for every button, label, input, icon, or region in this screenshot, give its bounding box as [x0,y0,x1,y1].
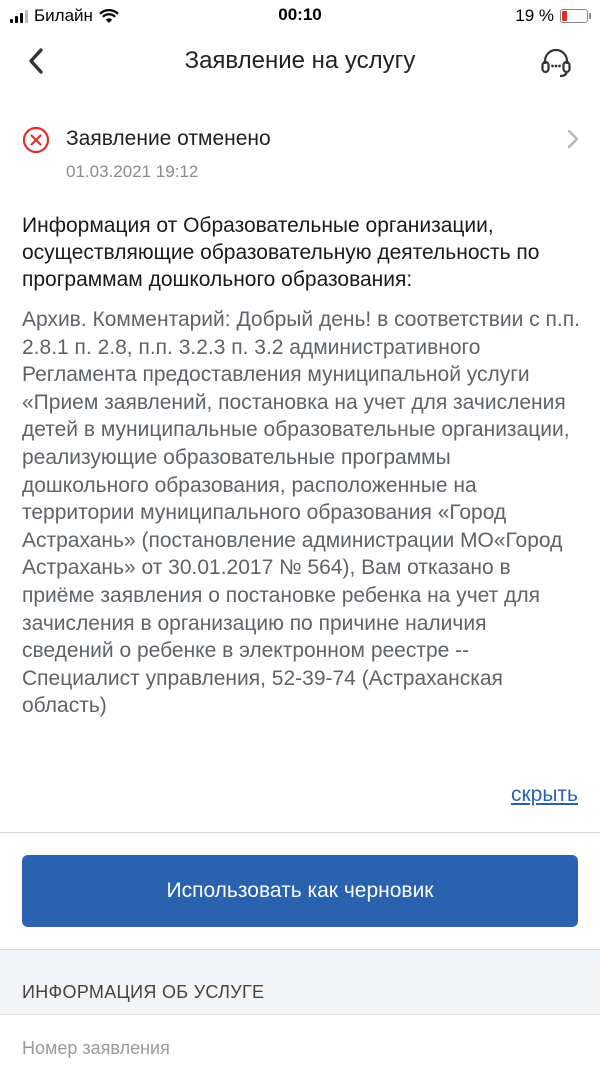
status-date: 01.03.2021 19:12 [66,162,199,181]
hide-link[interactable]: скрыть [510,783,578,806]
section-header: ИНФОРМАЦИЯ ОБ УСЛУГЕ [22,982,265,1002]
carrier-name: Билайн [34,6,93,25]
application-status-row[interactable] [0,120,600,190]
support-button[interactable] [538,44,574,80]
status-text: Заявление отменено [66,127,271,150]
status-bar [0,0,600,32]
divider [0,832,600,833]
page-title: Заявление на услугу [184,47,416,74]
headset-icon [538,44,574,80]
info-comment: Архив. Комментарий: Добрый день! в соответствии с п.п. 2.8.1 п. 2.8, п.п. 3.2.3 п. 3.2 административного Регламента предоставления муниципальной услуги «Прием заявлений, постановка на учет для зачисления детей в муниципальные образовательные организации, реализующие образовательные программы дошкольного образования, расположенные на территории муниципального образования «Город Астрахань» (постановление администрации МО«Город Астрахань» от 30.01.2017 № 564), Вам отказано в приёме заявления о постановке ребенка на учет для зачисления в организацию по причине наличия сведений о ребенке в электронном реестре -- Специалист управления, 52-39-74 (Астраханская область) [22,308,580,718]
cancel-circle-icon [22,126,50,154]
battery-icon [560,9,588,23]
info-title: Информация от Образовательные организации, осуществляющие образовательную деятельность по программам дошкольного образования: [22,214,540,291]
status-bar-right [515,6,588,26]
application-number-label: Номер заявления [22,1038,170,1058]
use-as-draft-button[interactable]: Использовать как черновик [22,855,578,927]
battery-fill [562,11,567,21]
battery-percent: 19 % [515,6,554,25]
navigation-bar [0,32,600,90]
clock: 00:10 [278,5,322,24]
chevron-right-icon [566,128,580,150]
